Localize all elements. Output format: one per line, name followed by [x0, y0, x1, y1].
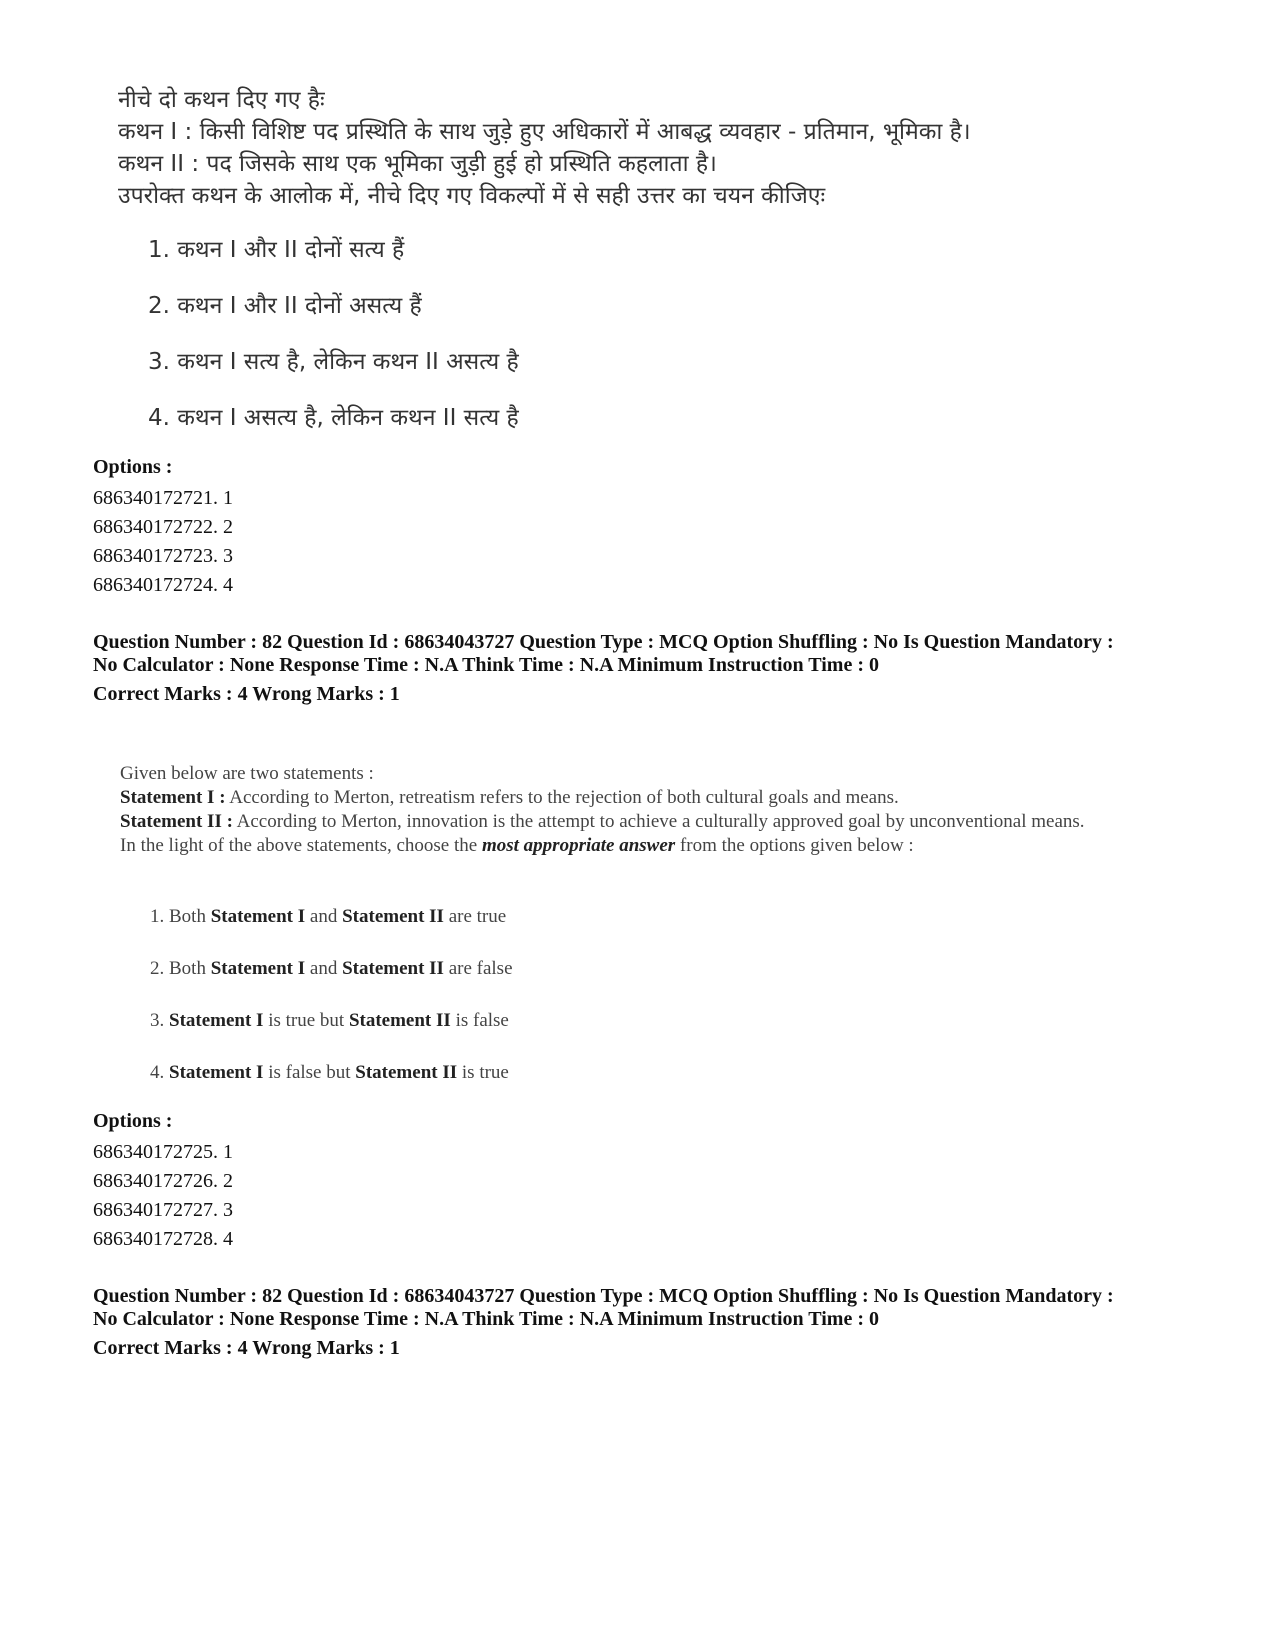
option-item: 686340172723. 3	[93, 545, 233, 567]
option-item: 686340172721. 1	[93, 487, 233, 509]
option-item: 686340172722. 2	[93, 516, 233, 538]
meta-line-2: No Calculator : None Response Time : N.A Think Time : N.A Minimum Instruction Time : 0	[93, 654, 879, 676]
option-item: 686340172727. 3	[93, 1199, 233, 1221]
option-item: 686340172728. 4	[93, 1228, 233, 1250]
english-statement-1: Statement I : According to Merton, retreatism refers to the rejection of both cultural goals and means.	[120, 787, 899, 808]
option-item: 686340172726. 2	[93, 1170, 233, 1192]
hindi-choice-3: 3. कथन I सत्य है, लेकिन कथन II असत्य है	[148, 349, 519, 375]
english-statement-2: Statement II : According to Merton, innovation is the attempt to achieve a culturally approved goal by unconventional means.	[120, 811, 1085, 832]
options-label: Options :	[93, 456, 173, 478]
question-meta	[93, 631, 1213, 706]
options-list	[93, 484, 233, 600]
options-list-2	[93, 1138, 233, 1254]
option-item: 686340172725. 1	[93, 1141, 233, 1163]
hindi-intro: नीचे दो कथन दिए गए हैः	[118, 87, 325, 113]
option-item: 686340172724. 4	[93, 574, 233, 596]
hindi-question	[118, 84, 1178, 431]
english-choice-1: 1. Both Statement I and Statement II are true	[150, 906, 507, 927]
english-instruction: In the light of the above statements, choose the most appropriate answer from the options given below :	[120, 835, 914, 856]
meta-line-1: Question Number : 82 Question Id : 68634043727 Question Type : MCQ Option Shuffling : No Is Question Mandatory :	[93, 631, 1114, 653]
hindi-statement-1: कथन I : किसी विशिष्ट पद प्रस्थिति के साथ जुड़े हुए अधिकारों में आबद्ध व्यवहार - प्रतिमान, भूमिका है।	[118, 119, 971, 145]
english-choice-3: 3. Statement I is true but Statement II is false	[150, 1010, 509, 1031]
hindi-choice-2: 2. कथन I और II दोनों असत्य हैं	[148, 293, 422, 319]
hindi-statement-2: कथन II : पद जिसके साथ एक भूमिका जुड़ी हुई हो प्रस्थिति कहलाता है।	[118, 151, 717, 177]
marks-line: Correct Marks : 4 Wrong Marks : 1	[93, 1337, 400, 1359]
options-label-2: Options :	[93, 1110, 173, 1132]
hindi-choice-4: 4. कथन I असत्य है, लेकिन कथन II सत्य है	[148, 405, 519, 431]
meta-line-1: Question Number : 82 Question Id : 68634043727 Question Type : MCQ Option Shuffling : No Is Question Mandatory :	[93, 1285, 1114, 1307]
marks-line: Correct Marks : 4 Wrong Marks : 1	[93, 683, 400, 705]
english-intro: Given below are two statements :	[120, 763, 374, 784]
english-choice-2: 2. Both Statement I and Statement II are false	[150, 958, 513, 979]
meta-line-2: No Calculator : None Response Time : N.A Think Time : N.A Minimum Instruction Time : 0	[93, 1308, 879, 1330]
question-meta-2	[93, 1285, 1213, 1360]
hindi-instruction: उपरोक्त कथन के आलोक में, नीचे दिए गए विकल्पों में से सही उत्तर का चयन कीजिएः	[118, 183, 826, 209]
english-question	[120, 762, 1150, 858]
english-choice-4: 4. Statement I is false but Statement II is true	[150, 1062, 509, 1083]
hindi-choice-1: 1. कथन I और II दोनों सत्य हैं	[148, 237, 405, 263]
